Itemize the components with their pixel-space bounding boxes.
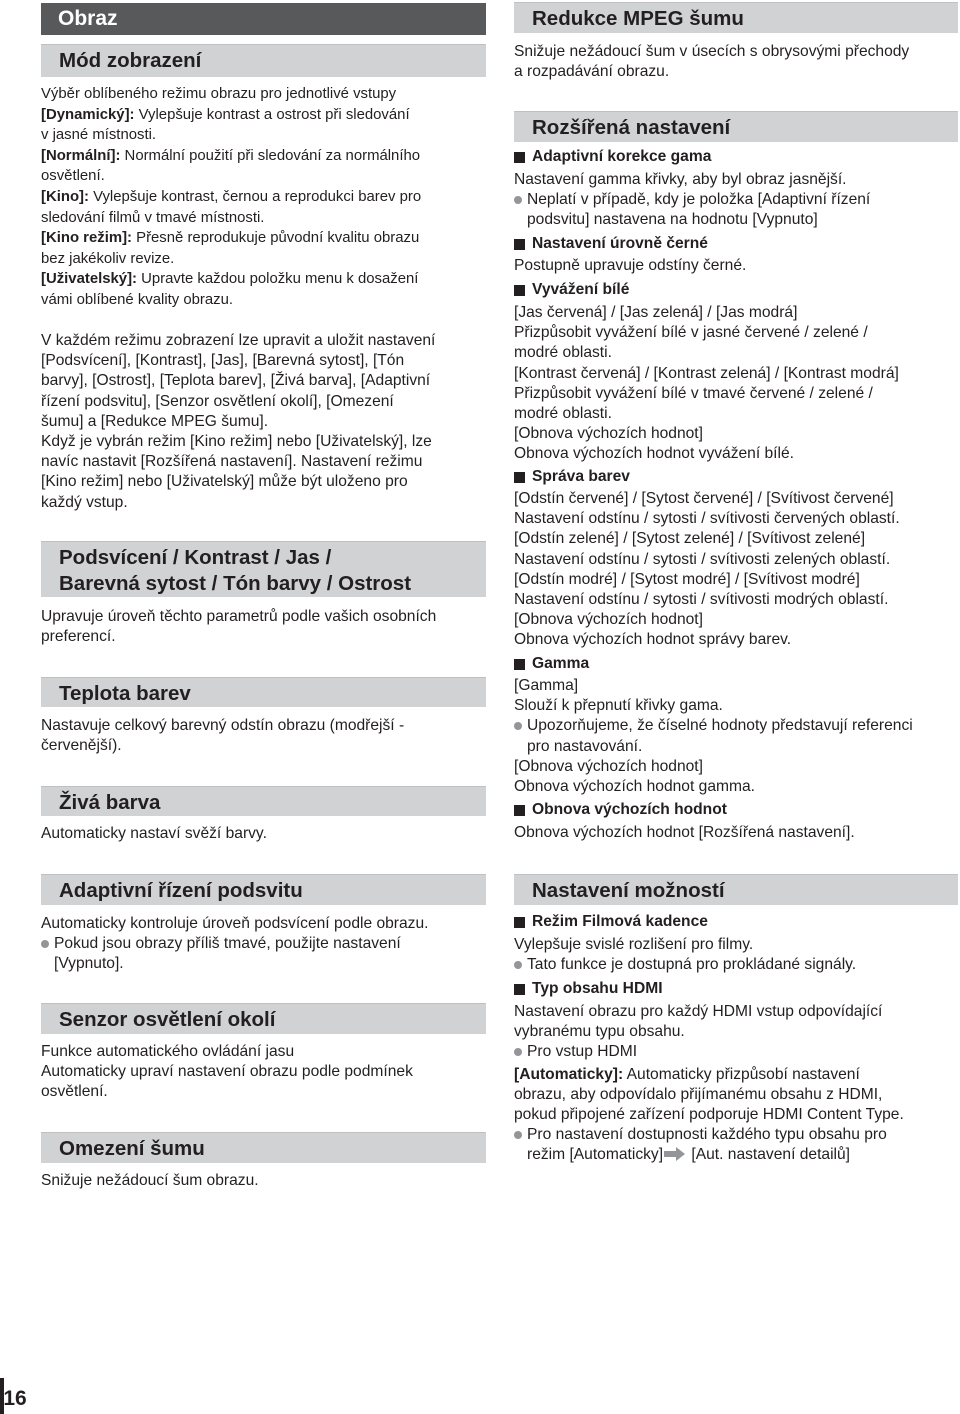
mode-line: Výběr oblíbeného režimu obrazu pro jednotlivé vstupy	[41, 86, 397, 102]
bullet: Tato funkce je dostupná pro prokládané signály.	[514, 955, 958, 975]
heading-noise: Omezení šumu	[41, 1132, 486, 1163]
sub-gamma-correction: Adaptivní korekce gama	[514, 147, 711, 167]
heading-adaptive: Adaptivní řízení podsvitu	[41, 874, 486, 905]
heading-advanced: Rozšířená nastavení	[514, 111, 958, 142]
bullet: Pokud jsou obrazy příliš tmavé, použijte nastavení	[41, 934, 486, 954]
bullet: Upozorňujeme, že číselné hodnoty představují referenci	[514, 716, 958, 736]
heading-sensor: Senzor osvětlení okolí	[41, 1003, 486, 1034]
heading-vivid: Živá barva	[41, 786, 486, 816]
mode-description	[41, 84, 486, 311]
sub-white-balance: Vyvážení bílé	[514, 280, 629, 300]
white-balance-description: [Jas červená] / [Jas zelená] / [Jas modrá] Přizpůsobit vyvážení bílé v jasné červené / zelené / modré oblasti. [Kontrast červená] / [Kontrast zelená] / [Kontrast modrá] Přizpůsobit vyvážení bílé v tmavé červené / zelené / modré oblasti. [Obnova výchozích hodnot] Obnova výchozích hodnot vyvážení bílé.	[514, 304, 899, 463]
mpeg-description: Snižuje nežádoucí šum v úsecích s obrysovými přechody a rozpadávání obrazu.	[514, 43, 910, 81]
mode-line: bez jakékoliv revize.	[41, 250, 175, 267]
sub-black-level: Nastavení úrovně černé	[514, 234, 708, 254]
mode-line: [Dynamický]: Vylepšuje kontrast a ostrost při sledování	[41, 106, 410, 123]
sub-reset: Obnova výchozích hodnot	[514, 800, 727, 820]
temperature-description: Nastavuje celkový barevný odstín obrazu (modřejší - červenější).	[41, 717, 405, 755]
arrow-right-icon	[664, 1148, 686, 1160]
reset-description: Obnova výchozích hodnot [Rozšířená nastavení].	[514, 824, 855, 841]
mode-line: [Uživatelský]: Upravte každou položku menu k dosažení	[41, 271, 419, 288]
heading-mpeg: Redukce MPEG šumu	[514, 2, 958, 33]
sub-color-management: Správa barev	[514, 467, 630, 487]
sub-gamma: Gamma	[514, 654, 589, 674]
sensor-description: Funkce automatického ovládání jasu Automaticky upraví nastavení obrazu podle podmínek osvětlení.	[41, 1043, 413, 1101]
mode-line: osvětlení.	[41, 168, 105, 185]
hdmi-type-description: Nastavení obrazu pro každý HDMI vstup odpovídající vybranému typu obsahu. Pro vstup HDMI [Automaticky]: Automaticky přizpůsobí nastavení obrazu, aby odpovídalo přijímanému obsahu z HDMI, pokud připojené zařízení podporuje HDMI Content Type. Pro nastavení dostupnosti každého typu obsahu pro režim [Automaticky] [Aut. nastavení detailů]	[514, 1002, 958, 1166]
gamma-description: [Gamma] Slouží k přepnutí křivky gama. Upozorňujeme, že číselné hodnoty představují referenci pro nastavování. [Obnova výchozích hodnot] Obnova výchozích hodnot gamma.	[514, 676, 958, 797]
sub-film-cadence: Režim Filmová kadence	[514, 912, 708, 932]
heading-options: Nastavení možností	[514, 874, 958, 905]
gamma-correction-description: Nastavení gamma křivky, aby byl obraz jasnější. Neplatí v případě, kdy je položka [Adaptivní řízení podsvitu] nastavena na hodnotu [Vypnuto]	[514, 170, 958, 231]
bullet: Neplatí v případě, kdy je položka [Adaptivní řízení	[514, 190, 958, 210]
color-management-description: [Odstín červené] / [Sytost červené] / [Svítivost červené] Nastavení odstínu / sytosti / svítivosti červených oblastí. [Odstín zelené] / [Sytost zelené] / [Svítivost zelené] Nastavení odstínu / sytosti / svítivosti zelených oblastí. [Odstín modré] / [Sytost modré] / [Svítivost modré] Nastavení odstínu / sytosti / svítivosti modrých oblastí. [Obnova výchozích hodnot] Obnova výchozích hodnot správy barev.	[514, 490, 900, 649]
vivid-description: Automaticky nastaví svěží barvy.	[41, 825, 267, 842]
film-cadence-description: Vylepšuje svislé rozlišení pro filmy. Tato funkce je dostupná pro prokládané signály.	[514, 935, 958, 975]
bullet: Pro vstup HDMI	[514, 1042, 958, 1062]
black-level-description: Postupně upravuje odstíny černé.	[514, 257, 747, 274]
mode-line: sledování filmů v tmavé místnosti.	[41, 209, 265, 226]
heading-backlight: Podsvícení / Kontrast / Jas / Barevná sytost / Tón barvy / Ostrost	[41, 541, 486, 597]
mode-paragraph: V každém režimu zobrazení lze upravit a uložit nastavení [Podsvícení], [Kontrast], [Jas], [Barevná sytost], [Tón barvy], [Ostrost], [Teplota barev], [Živá barva], [Adaptivní řízení podsvitu], [Senzor osvětlení okolí], [Omezení šumu] a [Redukce MPEG šumu]. Když je vybrán režim [Kino režim] nebo [Uživatelský], lze navíc nastavit [Rozšířená nastavení]. Nastavení režimu [Kino režim] nebo [Uživatelský] může být uloženo pro každý vstup.	[41, 332, 436, 511]
mode-line: v jasné místnosti.	[41, 127, 157, 144]
backlight-description: Upravuje úroveň těchto parametrů podle vašich osobních preferencí.	[41, 608, 437, 646]
bullet: Pro nastavení dostupnosti každého typu obsahu pro	[514, 1125, 958, 1145]
mode-line: [Normální]: Normální použití při sledování za normálního	[41, 147, 421, 164]
heading-mode: Mód zobrazení	[41, 44, 486, 77]
mode-line: [Kino]: Vylepšuje kontrast, černou a reprodukci barev pro	[41, 188, 422, 205]
page-number: 16	[3, 1387, 27, 1410]
sub-hdmi-type: Typ obsahu HDMI	[514, 979, 663, 999]
mode-line: [Kino režim]: Přesně reprodukuje původní kvalitu obrazu	[41, 230, 420, 247]
adaptive-description: Automaticky kontroluje úroveň podsvícení podle obrazu. Pokud jsou obrazy příliš tmavé, použijte nastavení [Vypnuto].	[41, 914, 486, 975]
section-title: Obraz	[41, 3, 486, 35]
mode-line: vámi oblíbené kvality obrazu.	[41, 291, 234, 308]
heading-temperature: Teplota barev	[41, 677, 486, 707]
noise-description: Snižuje nežádoucí šum obrazu.	[41, 1172, 259, 1189]
